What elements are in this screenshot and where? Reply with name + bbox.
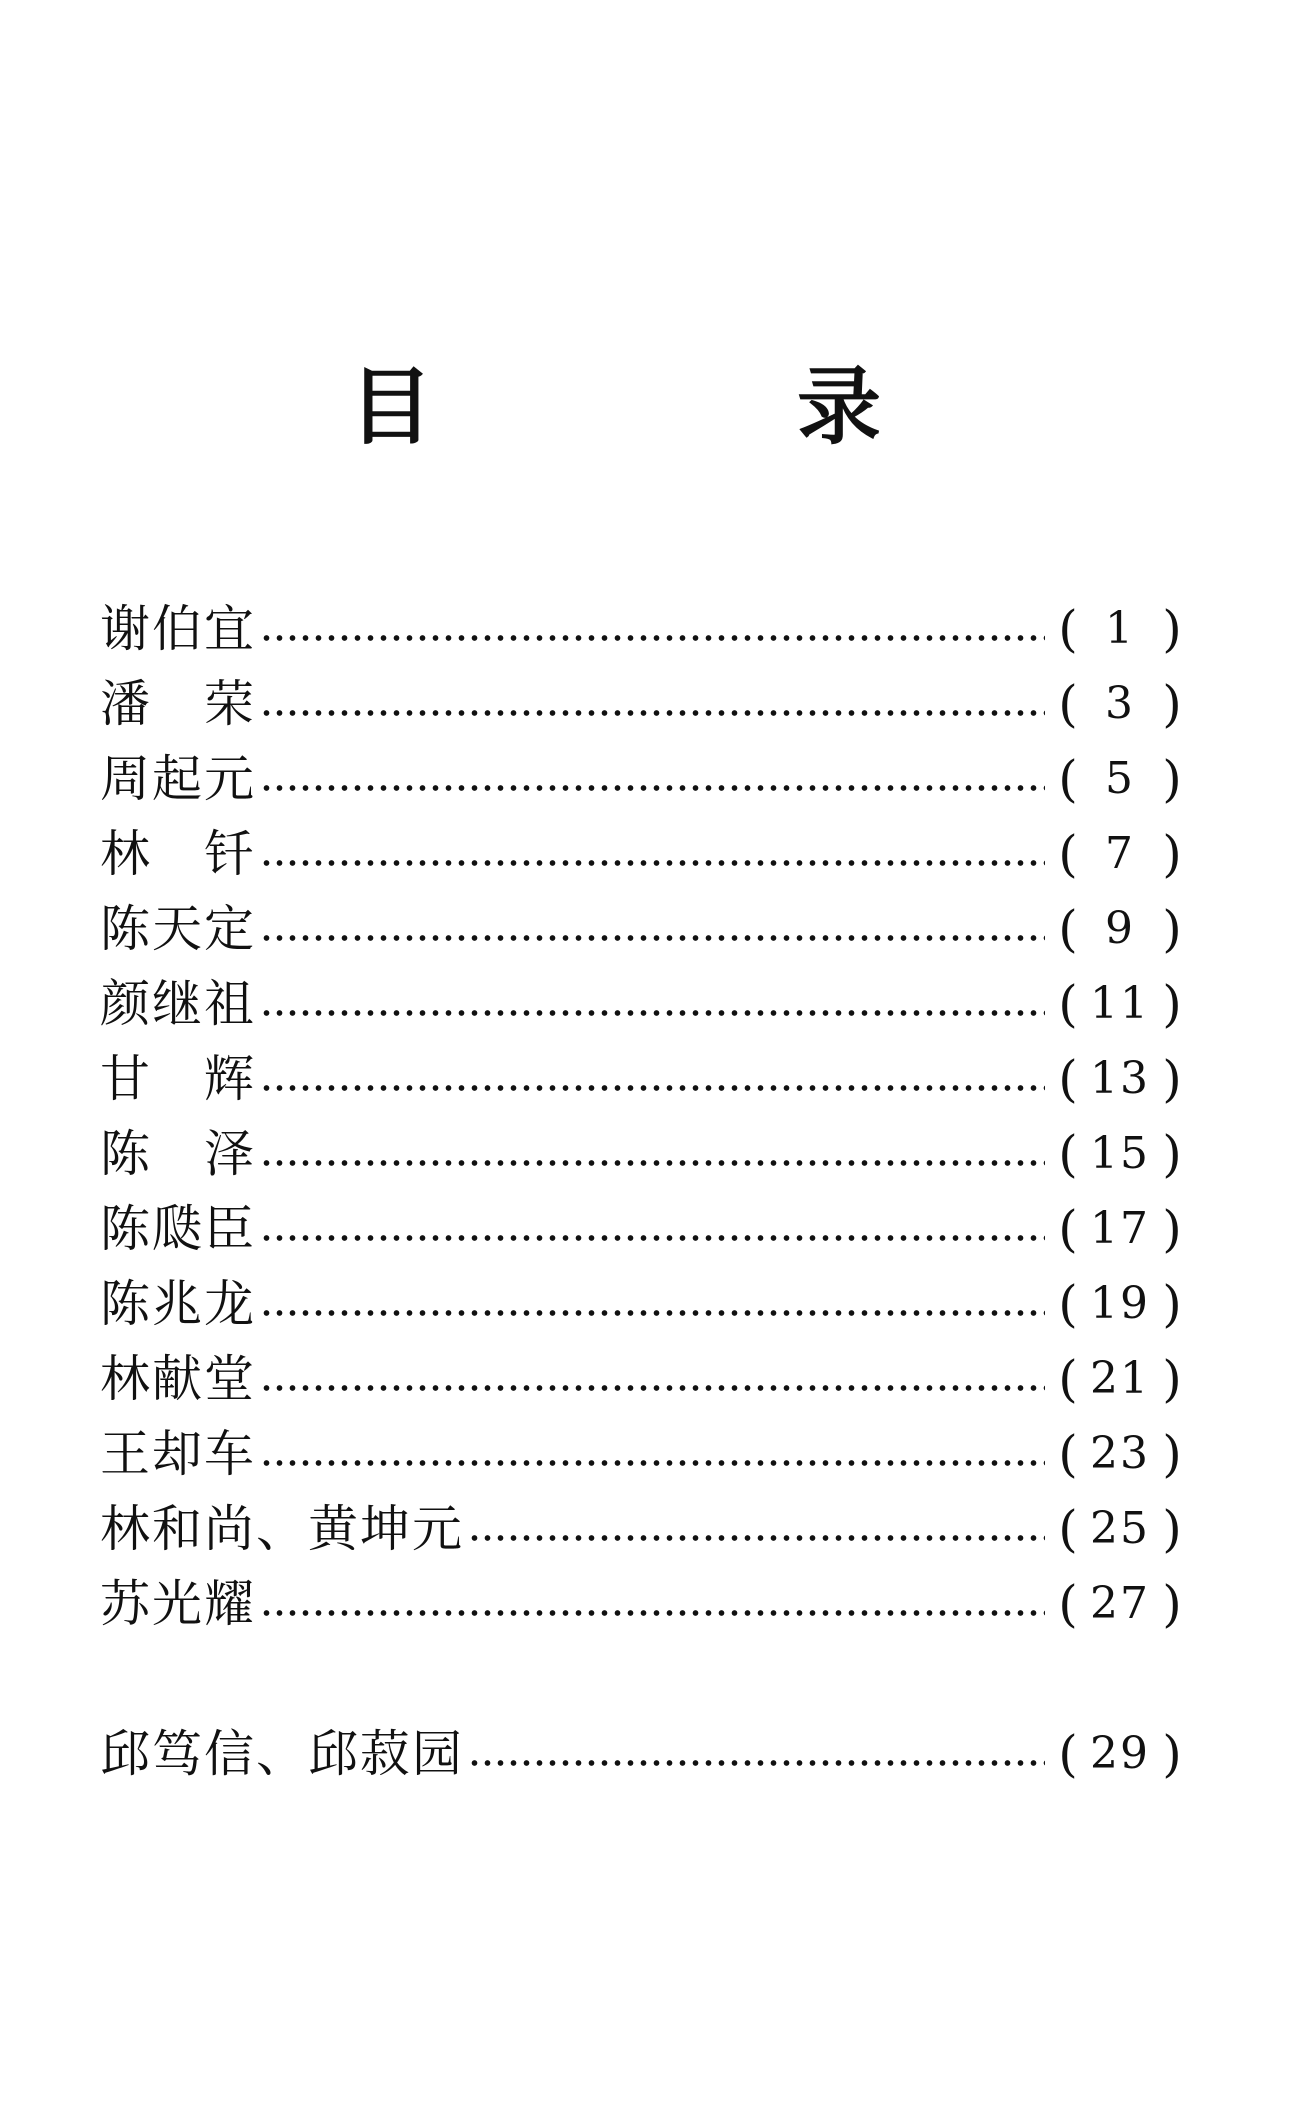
toc-entry-page: [1055, 1573, 1185, 1635]
dot-leader: [260, 1084, 1045, 1092]
toc-entry-name: 王却车: [100, 1425, 256, 1483]
dot-leader: [260, 1309, 1045, 1317]
toc-entry: [100, 1723, 1185, 1785]
toc-entry-page: [1055, 823, 1185, 885]
toc-entry: [100, 1123, 1185, 1185]
toc-entry-page: [1055, 598, 1185, 660]
toc-entry: [100, 1423, 1185, 1485]
close-paren: ): [1162, 1725, 1182, 1783]
dot-leader: [468, 1534, 1045, 1542]
toc-entry: [100, 673, 1185, 735]
open-paren: (: [1058, 1050, 1078, 1108]
close-paren: ): [1162, 600, 1182, 658]
toc-entry-name: 颜继祖: [100, 975, 256, 1033]
open-paren: (: [1058, 675, 1078, 733]
open-paren: (: [1058, 1425, 1078, 1483]
page-number: 21: [1090, 1353, 1150, 1404]
page-number: 1: [1105, 603, 1135, 654]
toc-entry-page: [1055, 748, 1185, 810]
toc-entry-name: 甘 辉: [100, 1050, 256, 1108]
open-paren: (: [1058, 825, 1078, 883]
toc-entry-page: [1055, 1348, 1185, 1410]
open-paren: (: [1058, 1575, 1078, 1633]
open-paren: (: [1058, 900, 1078, 958]
toc-entry-page: [1055, 1423, 1185, 1485]
page-number: 25: [1090, 1503, 1150, 1554]
page-number: 9: [1105, 903, 1135, 954]
toc-entry-name: 邱笃信、邱菽园: [100, 1725, 464, 1783]
open-paren: (: [1058, 1275, 1078, 1333]
toc-entry: [100, 823, 1185, 885]
close-paren: ): [1162, 1125, 1182, 1183]
dot-leader: [260, 859, 1045, 867]
close-paren: ): [1162, 675, 1182, 733]
close-paren: ): [1162, 975, 1182, 1033]
page-number: 29: [1090, 1728, 1150, 1779]
dot-leader: [260, 784, 1045, 792]
dot-leader: [260, 1234, 1045, 1242]
toc-entry-name: 林和尚、黄坤元: [100, 1500, 464, 1558]
close-paren: ): [1162, 1575, 1182, 1633]
page-number: 3: [1105, 678, 1135, 729]
toc-entry-name: 陈瓞臣: [100, 1200, 256, 1258]
open-paren: (: [1058, 600, 1078, 658]
dot-leader: [260, 1459, 1045, 1467]
page-number: 11: [1090, 978, 1150, 1029]
page-number: 7: [1105, 828, 1135, 879]
toc-entry-page: [1055, 673, 1185, 735]
toc-entry-page: [1055, 973, 1185, 1035]
toc-entry-name: 陈兆龙: [100, 1275, 256, 1333]
open-paren: (: [1058, 1125, 1078, 1183]
close-paren: ): [1162, 1050, 1182, 1108]
toc-entry: [100, 1498, 1185, 1560]
dot-leader: [260, 634, 1045, 642]
close-paren: ): [1162, 900, 1182, 958]
close-paren: ): [1162, 825, 1182, 883]
toc-entry-page: [1055, 1048, 1185, 1110]
dot-leader: [260, 934, 1045, 942]
toc-entry-name: 谢伯宜: [100, 600, 256, 658]
dot-leader: [260, 1009, 1045, 1017]
dot-leader: [468, 1759, 1045, 1767]
toc-entry-page: [1055, 1723, 1185, 1785]
page-title: 目 录: [348, 358, 1021, 456]
dot-leader: [260, 1159, 1045, 1167]
toc-entry-page: [1055, 1198, 1185, 1260]
page-number: 27: [1090, 1578, 1150, 1629]
toc-entry: [100, 1573, 1185, 1635]
toc-entry: [100, 598, 1185, 660]
toc-entry-page: [1055, 898, 1185, 960]
toc-entry: [100, 973, 1185, 1035]
toc-entry: [100, 1273, 1185, 1335]
dot-leader: [260, 709, 1045, 717]
close-paren: ): [1162, 1350, 1182, 1408]
toc-entry-name: 周起元: [100, 750, 256, 808]
page-number: 5: [1105, 753, 1135, 804]
close-paren: ): [1162, 1425, 1182, 1483]
toc-entry-page: [1055, 1273, 1185, 1335]
open-paren: (: [1058, 750, 1078, 808]
close-paren: ): [1162, 1200, 1182, 1258]
toc-entry-name: 陈 泽: [100, 1125, 256, 1183]
page-number: 17: [1090, 1203, 1150, 1254]
toc-entry: [100, 1048, 1185, 1110]
page-number: 15: [1090, 1128, 1150, 1179]
toc-entry-name: 林献堂: [100, 1350, 256, 1408]
open-paren: (: [1058, 975, 1078, 1033]
toc-entry-name: 陈天定: [100, 900, 256, 958]
open-paren: (: [1058, 1500, 1078, 1558]
page-number: 23: [1090, 1428, 1150, 1479]
toc-entry-page: [1055, 1123, 1185, 1185]
toc-entry-name: 苏光耀: [100, 1575, 256, 1633]
toc-entry-name: 林 钎: [100, 825, 256, 883]
toc-entry-name: 潘 荣: [100, 675, 256, 733]
open-paren: (: [1058, 1350, 1078, 1408]
open-paren: (: [1058, 1200, 1078, 1258]
toc-entry: [100, 1348, 1185, 1410]
open-paren: (: [1058, 1725, 1078, 1783]
page-number: 19: [1090, 1278, 1150, 1329]
dot-leader: [260, 1384, 1045, 1392]
close-paren: ): [1162, 1275, 1182, 1333]
toc-entry: [100, 748, 1185, 810]
close-paren: ): [1162, 1500, 1182, 1558]
toc-entry-page: [1055, 1498, 1185, 1560]
page-number: 13: [1090, 1053, 1150, 1104]
dot-leader: [260, 1609, 1045, 1617]
toc-entry: [100, 1198, 1185, 1260]
close-paren: ): [1162, 750, 1182, 808]
toc-entry: [100, 898, 1185, 960]
